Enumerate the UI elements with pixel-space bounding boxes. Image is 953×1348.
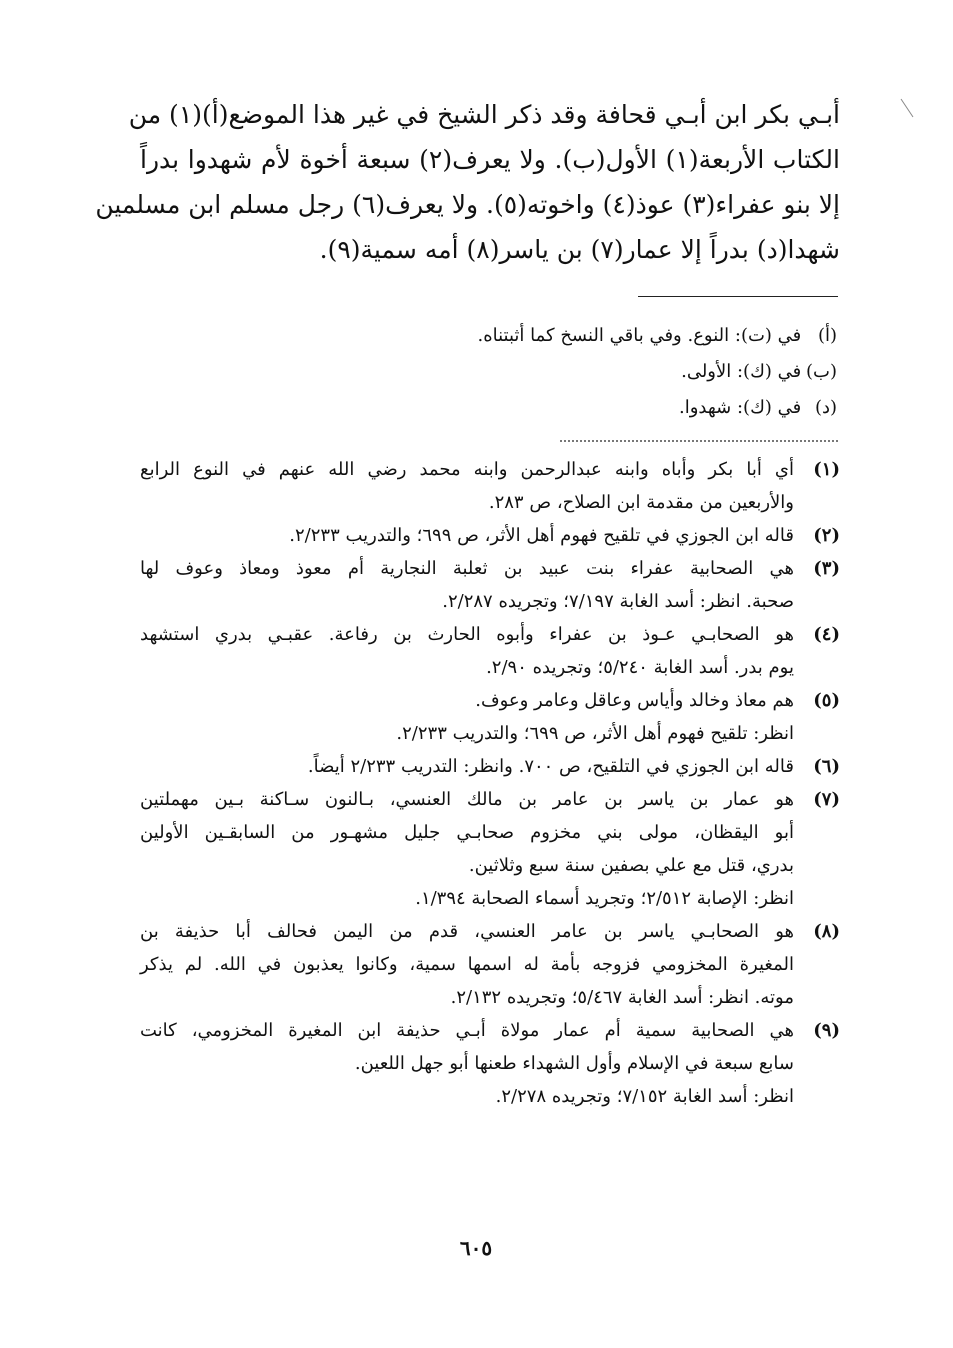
footnote-line: سابع سبعة في الإسلام وأول الشهداء طعنها أبو جهل اللعين. bbox=[354, 1053, 794, 1074]
footnote bbox=[140, 552, 840, 618]
variant-notes bbox=[477, 318, 837, 426]
footnote-number: (١) bbox=[813, 459, 840, 480]
footnote-line: يوم بدر. أسد الغابة ٥/٢٤٠؛ وتجريده ٢/٩٠. bbox=[486, 657, 794, 678]
footnote-number: (٣) bbox=[813, 558, 840, 579]
dotted-separator bbox=[560, 440, 838, 442]
footnote-number: (٥) bbox=[813, 690, 840, 711]
footnote-line: هو الصحابـي ياسر بن عامر العنسي، قدم من اليمن فحالف أبا حذيفة بن bbox=[140, 921, 794, 942]
footnote-line: قاله ابن الجوزي في التلقيح، ص ٧٠٠. وانظر: التدريب ٢/٢٣٣ أيضاً. bbox=[307, 756, 794, 777]
footnote bbox=[140, 783, 840, 915]
footnote-line: هو الصحابـي عـوذ بن عفراء وأبوه الحارث بن رفاعة. عقبـي بدري استشهد bbox=[140, 624, 794, 645]
footnote bbox=[140, 915, 840, 1014]
footnote bbox=[140, 1014, 840, 1113]
main-text bbox=[95, 92, 840, 272]
footnote-number: (٧) bbox=[813, 789, 840, 810]
footnote-number: (٢) bbox=[813, 525, 840, 546]
main-text-line: شهدا(د) بدراً إلا عمار(٧) بن ياسر(٨) أمه سمية(٩). bbox=[319, 235, 840, 264]
variant-note-text: في (ك): الأولى. bbox=[681, 361, 802, 382]
footnote-line: هي الصحابية سمية أم عمار مولاة أبـي حذيفة ابن المغيرة المخزومي، كانت bbox=[140, 1020, 794, 1041]
footnote bbox=[140, 750, 840, 783]
footnote bbox=[140, 684, 840, 750]
footnote-line: أبو اليقظان، مولى بني مخزوم صحابـي جليل مشهـور من السابقـين الأولين bbox=[140, 822, 794, 843]
footnote bbox=[140, 519, 840, 552]
footnote-line: المغيرة المخزومي فزوجه بأمة له اسمها سمية، وكانوا يعذبون في الله. لم يذكر bbox=[140, 954, 794, 975]
footnote-line: هي الصحابية عفراء بنت عبيد بن ثعلبة النجارية أم معوذ ومعاذ وعوف لها bbox=[140, 558, 794, 579]
footnote-line: هو عمار بن ياسر بن عامر بن مالك العنسي، بـالنون سـاكنة بـين مهملتين bbox=[140, 789, 794, 810]
main-text-line: إلا بنو عفراء(٣) عوذ(٤) واخوته(٥). ولا يعرف(٦) رجل مسلم ابن مسلمين bbox=[95, 190, 840, 219]
variant-note-text: في (ك): شهدوا. bbox=[679, 397, 802, 418]
variant-note-text: في (ت): النوع. وفي باقي النسخ كما أثبتناه. bbox=[477, 325, 802, 346]
variant-note bbox=[500, 390, 837, 426]
footnote-number: (٨) bbox=[813, 921, 840, 942]
variant-note bbox=[477, 318, 837, 354]
separator-rule bbox=[638, 296, 838, 297]
corner-mark-icon bbox=[900, 98, 914, 118]
main-text-line: أبـي بكر ابن أبـي قحافة وقد ذكر الشيخ في غير هذا الموضع(أ)(١) من bbox=[128, 100, 840, 129]
variant-note-mark: (د) bbox=[814, 397, 837, 418]
variant-note bbox=[500, 354, 837, 390]
footnote-line: هم معاذ وخالد وأياس وعاقل وعامر وعوف. bbox=[475, 690, 794, 711]
footnote-line: بدري، قتل مع علي بصفين سنة سبع وثلاثين. bbox=[468, 855, 794, 876]
footnote-line: موته. انظر: أسد الغابة ٥/٤٦٧؛ وتجريده ٢/١٣٢. bbox=[450, 987, 794, 1008]
footnote-number: (٦) bbox=[813, 756, 840, 777]
footnote-number: (٩) bbox=[813, 1020, 840, 1041]
footnote-line: انظر: تلقيح فهوم أهل الأثر، ص ٦٩٩؛ والتدريب ٢/٢٣٣. bbox=[396, 723, 794, 744]
variant-note-mark: (أ) bbox=[817, 325, 837, 346]
variant-note-mark: (ب) bbox=[806, 361, 837, 382]
footnote-line: أي أبا بكر وأباه وابنه عبدالرحمن وابنه محمد رضي الله عنهم في النوع الرابع bbox=[140, 459, 794, 480]
footnote-line: انظر: أسد الغابة ٧/١٥٢؛ وتجريده ٢/٢٧٨. bbox=[495, 1086, 794, 1107]
footnotes bbox=[140, 453, 840, 1113]
footnote-number: (٤) bbox=[813, 624, 840, 645]
main-text-line: الكتاب الأربعة(١) الأول(ب). ولا يعرف(٢) سبعة أخوة لأم شهدوا بدراً bbox=[140, 145, 840, 174]
page-number: ٦٠٥ bbox=[459, 1236, 493, 1260]
footnote-line: قاله ابن الجوزي في تلقيح فهوم أهل الأثر، ص ٦٩٩؛ والتدريب ٢/٢٣٣. bbox=[289, 525, 794, 546]
footnote bbox=[140, 453, 840, 519]
footnote-line: والأربعين من مقدمة ابن الصلاح، ص ٢٨٣. bbox=[488, 492, 794, 513]
footnote-line: صحبة. انظر: أسد الغابة ٧/١٩٧؛ وتجريده ٢/٢٨٧. bbox=[442, 591, 794, 612]
footnote-line: انظر: الإصابة ٢/٥١٢؛ وتجريد أسماء الصحابة ١/٣٩٤. bbox=[415, 888, 794, 909]
footnote bbox=[140, 618, 840, 684]
